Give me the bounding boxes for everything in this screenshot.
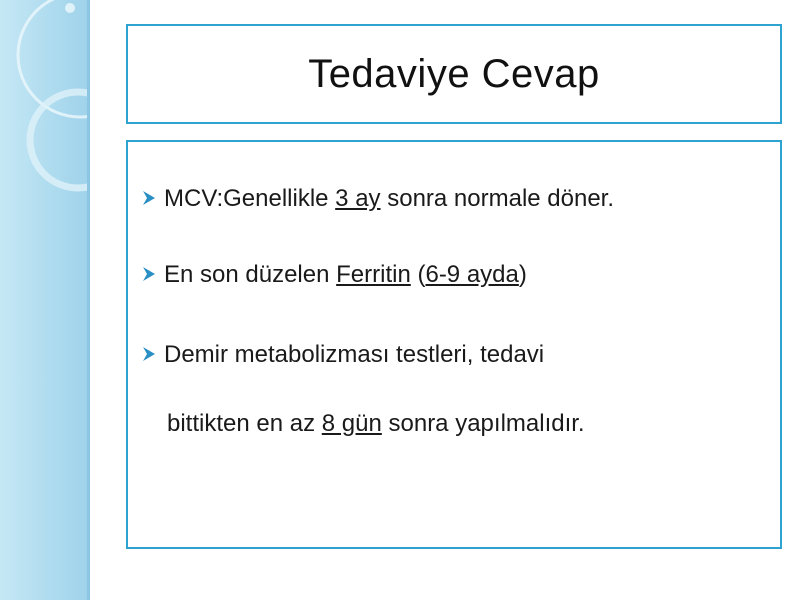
bullet-text: En son düzelen Ferritin (6-9 ayda) bbox=[164, 261, 527, 288]
bullet-item-1 bbox=[142, 185, 614, 213]
slide-title: Tedaviye Cevap bbox=[308, 51, 600, 96]
slide-title-box bbox=[126, 24, 782, 124]
bullet-text-line2: bittikten en az 8 gün sonra yapılmalıdır. bbox=[167, 410, 585, 437]
slide-content-box bbox=[126, 140, 782, 549]
bullet-item-3 bbox=[142, 341, 544, 369]
arrow-bullet-icon bbox=[142, 185, 164, 213]
bullet-item-2 bbox=[142, 261, 527, 289]
arrow-bullet-icon bbox=[142, 261, 164, 289]
circle-ornament-icon bbox=[0, 0, 90, 600]
bullet-text: MCV:Genellikle 3 ay sonra normale döner. bbox=[164, 185, 615, 212]
decorative-side-band bbox=[0, 0, 90, 600]
arrow-bullet-icon bbox=[142, 341, 164, 369]
bullet-text-line1: Demir metabolizması testleri, tedavi bbox=[164, 341, 545, 368]
